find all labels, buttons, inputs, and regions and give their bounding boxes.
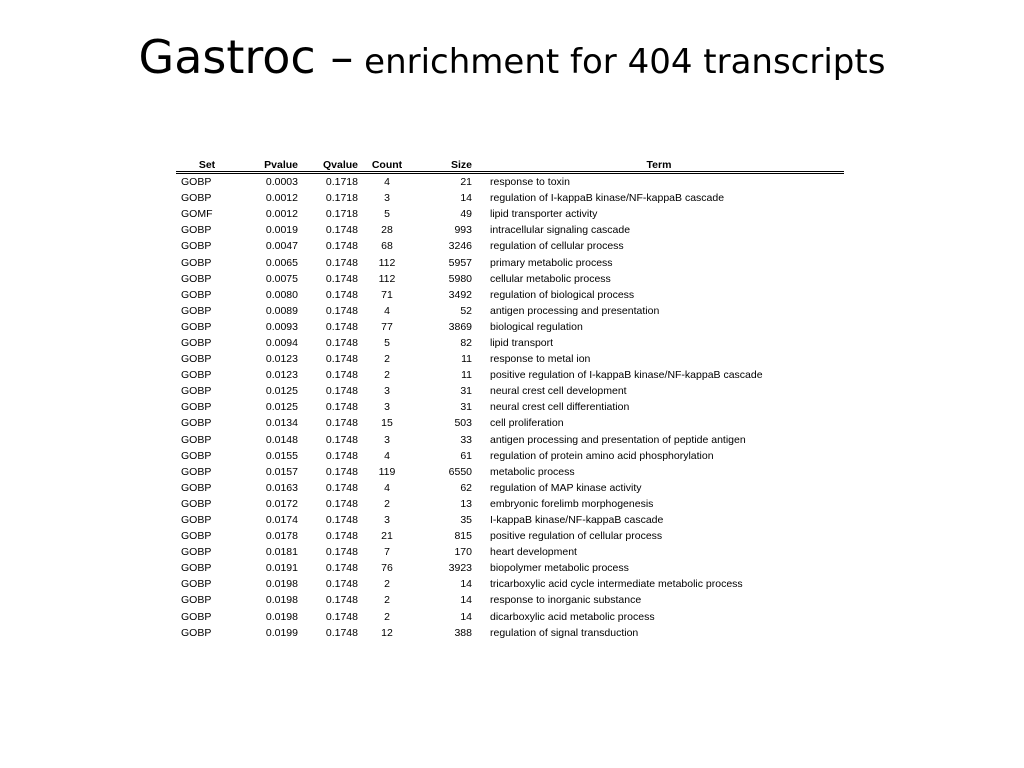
cell-size: 3246 xyxy=(448,240,472,253)
cell-count: 15 xyxy=(381,417,393,430)
table-row xyxy=(176,448,844,464)
cell-pvalue: 0.0125 xyxy=(265,385,298,398)
cell-count: 112 xyxy=(378,256,396,269)
table-row xyxy=(176,238,844,254)
cell-qvalue: 0.1748 xyxy=(325,514,358,527)
cell-term: primary metabolic process xyxy=(490,256,613,269)
cell-set: GOBP xyxy=(181,610,212,623)
cell-qvalue: 0.1748 xyxy=(325,626,358,639)
cell-count: 3 xyxy=(384,385,390,398)
cell-term: I-kappaB kinase/NF-kappaB cascade xyxy=(490,514,664,527)
cell-size: 35 xyxy=(460,514,472,527)
cell-set: GOBP xyxy=(181,626,212,639)
cell-pvalue: 0.0163 xyxy=(265,481,298,494)
cell-term: tricarboxylic acid cycle intermediate metabolic process xyxy=(490,578,743,591)
cell-qvalue: 0.1748 xyxy=(325,272,358,285)
table-row xyxy=(176,190,844,206)
cell-qvalue: 0.1748 xyxy=(325,224,358,237)
cell-term: regulation of I-kappaB kinase/NF-kappaB cascade xyxy=(490,192,725,205)
cell-pvalue: 0.0003 xyxy=(265,176,298,189)
cell-pvalue: 0.0172 xyxy=(265,497,298,510)
cell-set: GOBP xyxy=(181,546,212,559)
cell-qvalue: 0.1748 xyxy=(325,530,358,543)
cell-set: GOBP xyxy=(181,417,212,430)
cell-size: 82 xyxy=(460,336,472,349)
cell-term: response to inorganic substance xyxy=(490,594,642,607)
cell-count: 119 xyxy=(378,465,396,478)
cell-set: GOBP xyxy=(181,256,212,269)
cell-qvalue: 0.1748 xyxy=(325,401,358,414)
cell-pvalue: 0.0125 xyxy=(265,401,298,414)
column-header-pvalue: Pvalue xyxy=(240,158,300,173)
cell-qvalue: 0.1748 xyxy=(325,465,358,478)
table-row xyxy=(176,432,844,448)
cell-set: GOBP xyxy=(181,497,212,510)
cell-pvalue: 0.0191 xyxy=(265,562,298,575)
cell-size: 31 xyxy=(460,385,472,398)
cell-pvalue: 0.0157 xyxy=(265,465,298,478)
column-header-set: Set xyxy=(176,158,240,173)
cell-count: 3 xyxy=(384,514,390,527)
column-header-qvalue: Qvalue xyxy=(300,158,360,173)
cell-pvalue: 0.0080 xyxy=(265,288,298,301)
table-body xyxy=(176,173,844,641)
cell-count: 5 xyxy=(384,208,390,221)
enrichment-table xyxy=(176,158,844,641)
cell-set: GOBP xyxy=(181,562,212,575)
cell-pvalue: 0.0198 xyxy=(265,578,298,591)
cell-term: regulation of biological process xyxy=(490,288,635,301)
cell-qvalue: 0.1748 xyxy=(325,385,358,398)
cell-term: cellular metabolic process xyxy=(490,272,611,285)
cell-count: 76 xyxy=(381,562,393,575)
cell-size: 33 xyxy=(460,433,472,446)
table-row xyxy=(176,625,844,641)
cell-term: biopolymer metabolic process xyxy=(490,562,629,575)
cell-term: cell proliferation xyxy=(490,417,564,430)
cell-qvalue: 0.1718 xyxy=(325,208,358,221)
column-header-term: Term xyxy=(476,158,844,173)
table-row xyxy=(176,544,844,560)
cell-term: response to metal ion xyxy=(490,353,591,366)
table-row xyxy=(176,383,844,399)
cell-pvalue: 0.0065 xyxy=(265,256,298,269)
slide-title xyxy=(0,30,1024,84)
cell-count: 2 xyxy=(384,497,390,510)
cell-set: GOMF xyxy=(181,208,213,221)
cell-set: GOBP xyxy=(181,288,212,301)
cell-term: neural crest cell development xyxy=(490,385,627,398)
cell-size: 5957 xyxy=(448,256,472,269)
table-row xyxy=(176,415,844,431)
cell-set: GOBP xyxy=(181,240,212,253)
cell-size: 31 xyxy=(460,401,472,414)
cell-term: neural crest cell differentiation xyxy=(490,401,630,414)
cell-term: dicarboxylic acid metabolic process xyxy=(490,610,655,623)
cell-set: GOBP xyxy=(181,224,212,237)
cell-pvalue: 0.0012 xyxy=(265,208,298,221)
cell-pvalue: 0.0198 xyxy=(265,594,298,607)
table-row xyxy=(176,287,844,303)
cell-count: 21 xyxy=(381,530,393,543)
cell-qvalue: 0.1748 xyxy=(325,562,358,575)
cell-pvalue: 0.0199 xyxy=(265,626,298,639)
cell-count: 3 xyxy=(384,433,390,446)
slide-title-subtitle: enrichment for 404 transcripts xyxy=(353,42,886,82)
cell-term: response to toxin xyxy=(490,176,570,189)
cell-term: intracellular signaling cascade xyxy=(490,224,631,237)
cell-count: 77 xyxy=(381,320,393,333)
cell-pvalue: 0.0075 xyxy=(265,272,298,285)
cell-term: lipid transporter activity xyxy=(490,208,598,221)
cell-set: GOBP xyxy=(181,369,212,382)
cell-qvalue: 0.1718 xyxy=(325,192,358,205)
cell-size: 52 xyxy=(460,304,472,317)
table-row xyxy=(176,222,844,238)
table-row xyxy=(176,528,844,544)
cell-qvalue: 0.1748 xyxy=(325,449,358,462)
cell-set: GOBP xyxy=(181,336,212,349)
cell-qvalue: 0.1748 xyxy=(325,497,358,510)
cell-pvalue: 0.0198 xyxy=(265,610,298,623)
table-row xyxy=(176,399,844,415)
table-row xyxy=(176,335,844,351)
cell-count: 3 xyxy=(384,192,390,205)
cell-term: metabolic process xyxy=(490,465,575,478)
cell-term: regulation of MAP kinase activity xyxy=(490,481,642,494)
cell-size: 388 xyxy=(454,626,472,639)
table-row xyxy=(176,303,844,319)
cell-pvalue: 0.0093 xyxy=(265,320,298,333)
cell-pvalue: 0.0155 xyxy=(265,449,298,462)
cell-qvalue: 0.1748 xyxy=(325,353,358,366)
cell-size: 62 xyxy=(460,481,472,494)
cell-set: GOBP xyxy=(181,594,212,607)
cell-set: GOBP xyxy=(181,465,212,478)
cell-qvalue: 0.1748 xyxy=(325,610,358,623)
table-row xyxy=(176,367,844,383)
table-row xyxy=(176,592,844,608)
cell-pvalue: 0.0089 xyxy=(265,304,298,317)
cell-size: 3869 xyxy=(448,320,472,333)
cell-count: 2 xyxy=(384,353,390,366)
cell-term: biological regulation xyxy=(490,320,583,333)
cell-term: regulation of protein amino acid phosphorylation xyxy=(490,449,714,462)
cell-set: GOBP xyxy=(181,353,212,366)
cell-count: 7 xyxy=(384,546,390,559)
cell-term: antigen processing and presentation xyxy=(490,304,660,317)
slide-title-main: Gastroc – xyxy=(138,30,354,84)
cell-qvalue: 0.1748 xyxy=(325,240,358,253)
cell-term: embryonic forelimb morphogenesis xyxy=(490,497,654,510)
cell-qvalue: 0.1748 xyxy=(325,288,358,301)
cell-qvalue: 0.1748 xyxy=(325,369,358,382)
cell-qvalue: 0.1748 xyxy=(325,594,358,607)
cell-size: 993 xyxy=(454,224,472,237)
cell-size: 14 xyxy=(460,594,472,607)
cell-pvalue: 0.0047 xyxy=(265,240,298,253)
cell-term: positive regulation of cellular process xyxy=(490,530,663,543)
cell-set: GOBP xyxy=(181,449,212,462)
table-row xyxy=(176,173,844,191)
cell-size: 3923 xyxy=(448,562,472,575)
cell-pvalue: 0.0094 xyxy=(265,336,298,349)
cell-size: 815 xyxy=(454,530,472,543)
cell-term: regulation of cellular process xyxy=(490,240,624,253)
table-row xyxy=(176,351,844,367)
cell-set: GOBP xyxy=(181,176,212,189)
cell-size: 49 xyxy=(460,208,472,221)
cell-pvalue: 0.0123 xyxy=(265,369,298,382)
cell-qvalue: 0.1748 xyxy=(325,304,358,317)
cell-pvalue: 0.0134 xyxy=(265,417,298,430)
cell-qvalue: 0.1748 xyxy=(325,417,358,430)
cell-size: 14 xyxy=(460,578,472,591)
cell-term: regulation of signal transduction xyxy=(490,626,639,639)
cell-size: 61 xyxy=(460,449,472,462)
cell-qvalue: 0.1748 xyxy=(325,433,358,446)
cell-count: 68 xyxy=(381,240,393,253)
cell-size: 14 xyxy=(460,192,472,205)
cell-set: GOBP xyxy=(181,514,212,527)
cell-pvalue: 0.0174 xyxy=(265,514,298,527)
table-row xyxy=(176,319,844,335)
cell-size: 14 xyxy=(460,610,472,623)
cell-set: GOBP xyxy=(181,320,212,333)
table-row xyxy=(176,609,844,625)
cell-term: antigen processing and presentation of peptide antigen xyxy=(490,433,746,446)
cell-term: heart development xyxy=(490,546,577,559)
cell-term: positive regulation of I-kappaB kinase/NF-kappaB cascade xyxy=(490,369,763,382)
cell-set: GOBP xyxy=(181,481,212,494)
cell-count: 112 xyxy=(378,272,396,285)
cell-set: GOBP xyxy=(181,433,212,446)
cell-set: GOBP xyxy=(181,304,212,317)
cell-count: 2 xyxy=(384,610,390,623)
cell-count: 12 xyxy=(381,626,393,639)
table-header-row xyxy=(176,158,844,173)
cell-size: 3492 xyxy=(448,288,472,301)
table-row xyxy=(176,480,844,496)
cell-qvalue: 0.1748 xyxy=(325,546,358,559)
cell-count: 28 xyxy=(381,224,393,237)
cell-set: GOBP xyxy=(181,385,212,398)
cell-size: 170 xyxy=(454,546,472,559)
cell-set: GOBP xyxy=(181,530,212,543)
cell-size: 11 xyxy=(461,369,472,382)
cell-size: 11 xyxy=(461,353,472,366)
cell-pvalue: 0.0123 xyxy=(265,353,298,366)
table-row xyxy=(176,560,844,576)
column-header-count: Count xyxy=(360,158,414,173)
cell-qvalue: 0.1748 xyxy=(325,336,358,349)
cell-size: 13 xyxy=(460,497,472,510)
cell-count: 2 xyxy=(384,578,390,591)
cell-size: 6550 xyxy=(448,465,472,478)
cell-set: GOBP xyxy=(181,272,212,285)
cell-qvalue: 0.1748 xyxy=(325,256,358,269)
cell-count: 2 xyxy=(384,594,390,607)
cell-pvalue: 0.0181 xyxy=(265,546,298,559)
cell-count: 2 xyxy=(384,369,390,382)
cell-count: 71 xyxy=(381,288,393,301)
table-row xyxy=(176,496,844,512)
table-row xyxy=(176,576,844,592)
cell-size: 21 xyxy=(460,176,472,189)
cell-size: 503 xyxy=(454,417,472,430)
cell-count: 4 xyxy=(384,449,390,462)
table-row xyxy=(176,512,844,528)
enrichment-table-container xyxy=(176,158,844,641)
cell-count: 4 xyxy=(384,304,390,317)
cell-pvalue: 0.0178 xyxy=(265,530,298,543)
cell-set: GOBP xyxy=(181,401,212,414)
cell-pvalue: 0.0148 xyxy=(265,433,298,446)
table-row xyxy=(176,464,844,480)
table-row xyxy=(176,254,844,270)
cell-term: lipid transport xyxy=(490,336,554,349)
cell-count: 5 xyxy=(384,336,390,349)
cell-qvalue: 0.1718 xyxy=(325,176,358,189)
cell-qvalue: 0.1748 xyxy=(325,481,358,494)
cell-pvalue: 0.0012 xyxy=(265,192,298,205)
table-row xyxy=(176,271,844,287)
cell-pvalue: 0.0019 xyxy=(265,224,298,237)
cell-qvalue: 0.1748 xyxy=(325,578,358,591)
table-row xyxy=(176,206,844,222)
cell-set: GOBP xyxy=(181,192,212,205)
cell-size: 5980 xyxy=(448,272,472,285)
column-header-size: Size xyxy=(414,158,476,173)
cell-set: GOBP xyxy=(181,578,212,591)
cell-count: 4 xyxy=(384,481,390,494)
cell-count: 4 xyxy=(384,176,390,189)
cell-qvalue: 0.1748 xyxy=(325,320,358,333)
cell-count: 3 xyxy=(384,401,390,414)
